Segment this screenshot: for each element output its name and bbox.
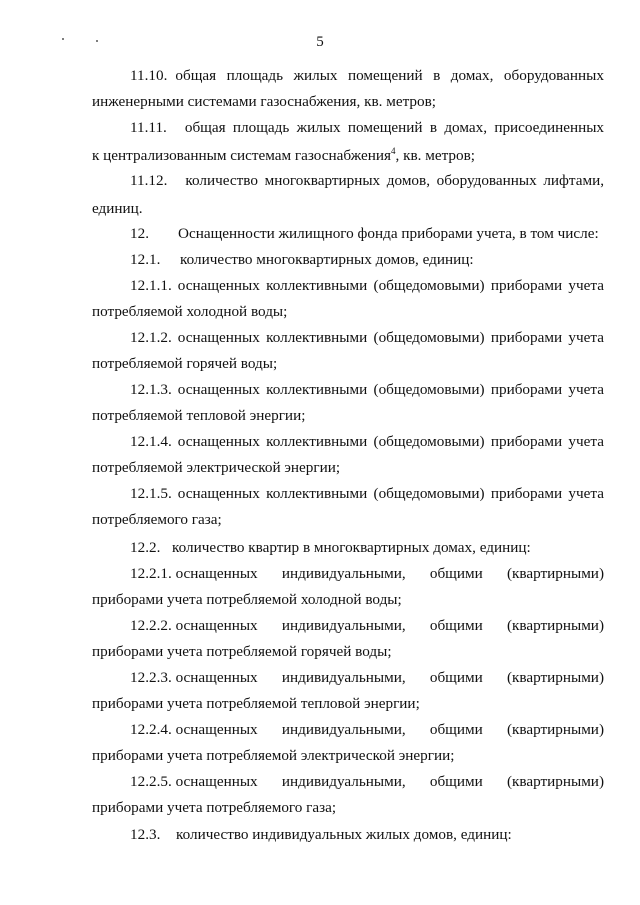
item-text: [178, 377, 604, 402]
item-word: учета: [568, 277, 604, 294]
item-12-2: [130, 535, 531, 560]
item-continuation: приборами учета потребляемой горячей воды;: [92, 643, 392, 660]
continuation-text: , кв. метров;: [395, 147, 475, 164]
item-word: коллективными: [266, 433, 368, 450]
item-12-2-5: [130, 769, 604, 794]
item-text: [178, 273, 604, 298]
item-number: 12.1.4.: [130, 433, 172, 450]
item-word: помещений: [348, 67, 423, 84]
item-continuation: потребляемого газа;: [92, 511, 222, 528]
item-number-word: [130, 769, 258, 794]
item-12: [130, 221, 599, 246]
item-word: индивидуальными,: [281, 721, 406, 738]
item-text: количество квартир в многоквартирных домах, единиц:: [172, 539, 531, 556]
item-number: 12.2.2.: [130, 617, 172, 634]
item-continuation: инженерными системами газоснабжения, кв. метров;: [92, 93, 436, 110]
item-text: [178, 481, 604, 506]
item-continuation: потребляемой холодной воды;: [92, 303, 288, 320]
item-continuation: потребляемой горячей воды;: [92, 355, 278, 372]
item-text: [185, 168, 604, 193]
item-word: (общедомовыми): [373, 381, 485, 398]
item-word: коллективными: [266, 277, 368, 294]
item-word: приборами: [490, 277, 563, 294]
item-word: многоквартирных: [264, 172, 381, 189]
item-word: присоединенных: [494, 119, 604, 136]
item-word: (квартирными): [506, 721, 604, 738]
item-number: 12.3.: [130, 826, 161, 843]
footnote-reference[interactable]: 4: [390, 146, 396, 156]
item-word: общими: [429, 721, 483, 738]
item-12-1-4: [130, 429, 604, 454]
item-word: приборами: [490, 433, 563, 450]
item-word: индивидуальными,: [281, 773, 406, 790]
item-word: площадь: [226, 67, 284, 84]
item-word: домах,: [450, 67, 494, 84]
item-continuation: приборами учета потребляемого газа;: [92, 799, 337, 816]
item-continuation: [92, 143, 475, 168]
item-word: общими: [429, 773, 483, 790]
item-number: 12.1.: [130, 251, 161, 268]
item-word: оборудованных: [436, 172, 537, 189]
item-word: жилых: [293, 67, 338, 84]
item-number: 12.2.5.: [130, 773, 172, 790]
item-word: оснащенных: [177, 381, 260, 398]
item-word: оснащенных: [175, 669, 258, 686]
item-continuation: приборами учета потребляемой электрической энергии;: [92, 747, 455, 764]
page-number: 5: [316, 34, 324, 50]
item-number: 11.10.: [130, 67, 168, 84]
item-word: учета: [568, 329, 604, 346]
item-word: (квартирными): [506, 773, 604, 790]
item-text: количество многоквартирных домов, единиц:: [180, 251, 474, 268]
item-word: оборудованных: [503, 67, 604, 84]
item-text: Оснащенности жилищного фонда приборами учета, в том числе:: [178, 225, 599, 242]
item-number: 12.2.3.: [130, 669, 172, 686]
item-word: оснащенных: [175, 721, 258, 738]
item-number: 12.1.5.: [130, 485, 172, 502]
item-word: домах,: [444, 119, 487, 136]
item-number-word: [130, 665, 258, 690]
item-word: общими: [429, 669, 483, 686]
item-word: оснащенных: [177, 277, 260, 294]
item-12-2-2: [130, 613, 604, 638]
item-continuation: потребляемой электрической энергии;: [92, 459, 341, 476]
item-word: (общедомовыми): [373, 433, 485, 450]
item-word: коллективными: [266, 329, 368, 346]
item-word: (общедомовыми): [373, 329, 485, 346]
item-12-2-4: [130, 717, 604, 742]
item-word: общими: [429, 565, 483, 582]
item-text: [178, 325, 604, 350]
item-continuation: приборами учета потребляемой холодной воды;: [92, 591, 402, 608]
item-word: учета: [568, 485, 604, 502]
item-word: приборами: [490, 381, 563, 398]
item-continuation: потребляемой тепловой энергии;: [92, 407, 306, 424]
item-word: учета: [568, 381, 604, 398]
item-number: 12.1.1.: [130, 277, 172, 294]
item-word: оснащенных: [177, 329, 260, 346]
item-word: приборами: [490, 329, 563, 346]
item-12-1-2: [130, 325, 604, 350]
item-12-1: [130, 247, 474, 272]
item-continuation: приборами учета потребляемой тепловой энергии;: [92, 695, 420, 712]
item-word: оснащенных: [175, 617, 258, 634]
item-word: площадь: [232, 119, 290, 136]
item-word: оснащенных: [175, 565, 258, 582]
item-word: общая: [175, 67, 217, 84]
continuation-text: к централизованным системам газоснабжения: [92, 147, 391, 164]
item-word: (квартирными): [506, 669, 604, 686]
item-number: 11.11.: [130, 119, 167, 136]
item-word: в: [429, 119, 438, 136]
item-word: оснащенных: [177, 485, 260, 502]
item-word: общими: [429, 617, 483, 634]
item-text: [175, 63, 604, 88]
item-number: 12.2.: [130, 539, 161, 556]
item-12-1-3: [130, 377, 604, 402]
item-number: 12.2.1.: [130, 565, 172, 582]
item-word: оснащенных: [175, 773, 258, 790]
item-word: индивидуальными,: [281, 617, 406, 634]
item-11-10: [130, 63, 604, 88]
item-text: [185, 115, 604, 140]
item-word: коллективными: [266, 381, 368, 398]
item-number: 11.12.: [130, 172, 168, 189]
item-number-word: [130, 613, 258, 638]
item-word: оснащенных: [177, 433, 260, 450]
item-word: индивидуальными,: [281, 669, 406, 686]
item-word: домов,: [386, 172, 430, 189]
item-word: (общедомовыми): [373, 277, 485, 294]
item-word: жилых: [296, 119, 341, 136]
item-word: помещений: [347, 119, 423, 136]
item-word: коллективными: [266, 485, 368, 502]
item-12-1-1: [130, 273, 604, 298]
item-number-word: [130, 717, 258, 742]
item-word: (квартирными): [506, 565, 604, 582]
item-number: 12.2.4.: [130, 721, 172, 738]
item-number: 12.1.2.: [130, 329, 172, 346]
item-word: количество: [185, 172, 258, 189]
item-word: индивидуальными,: [281, 565, 406, 582]
item-continuation: единиц.: [92, 200, 143, 217]
item-12-3: [130, 822, 512, 847]
item-word: в: [433, 67, 441, 84]
item-number: 12.1.3.: [130, 381, 172, 398]
item-word: (квартирными): [506, 617, 604, 634]
item-12-2-1: [130, 561, 604, 586]
item-word: лифтами,: [543, 172, 604, 189]
item-word: учета: [568, 433, 604, 450]
item-11-12: [130, 168, 604, 193]
item-12-2-3: [130, 665, 604, 690]
item-12-1-5: [130, 481, 604, 506]
item-word: (общедомовыми): [373, 485, 485, 502]
item-word: общая: [184, 119, 226, 136]
item-11-11: [130, 115, 604, 140]
item-number-word: [130, 561, 258, 586]
item-number: 12.: [130, 225, 149, 242]
item-text: [178, 429, 604, 454]
item-text: количество индивидуальных жилых домов, единиц:: [176, 826, 512, 843]
item-word: приборами: [490, 485, 563, 502]
